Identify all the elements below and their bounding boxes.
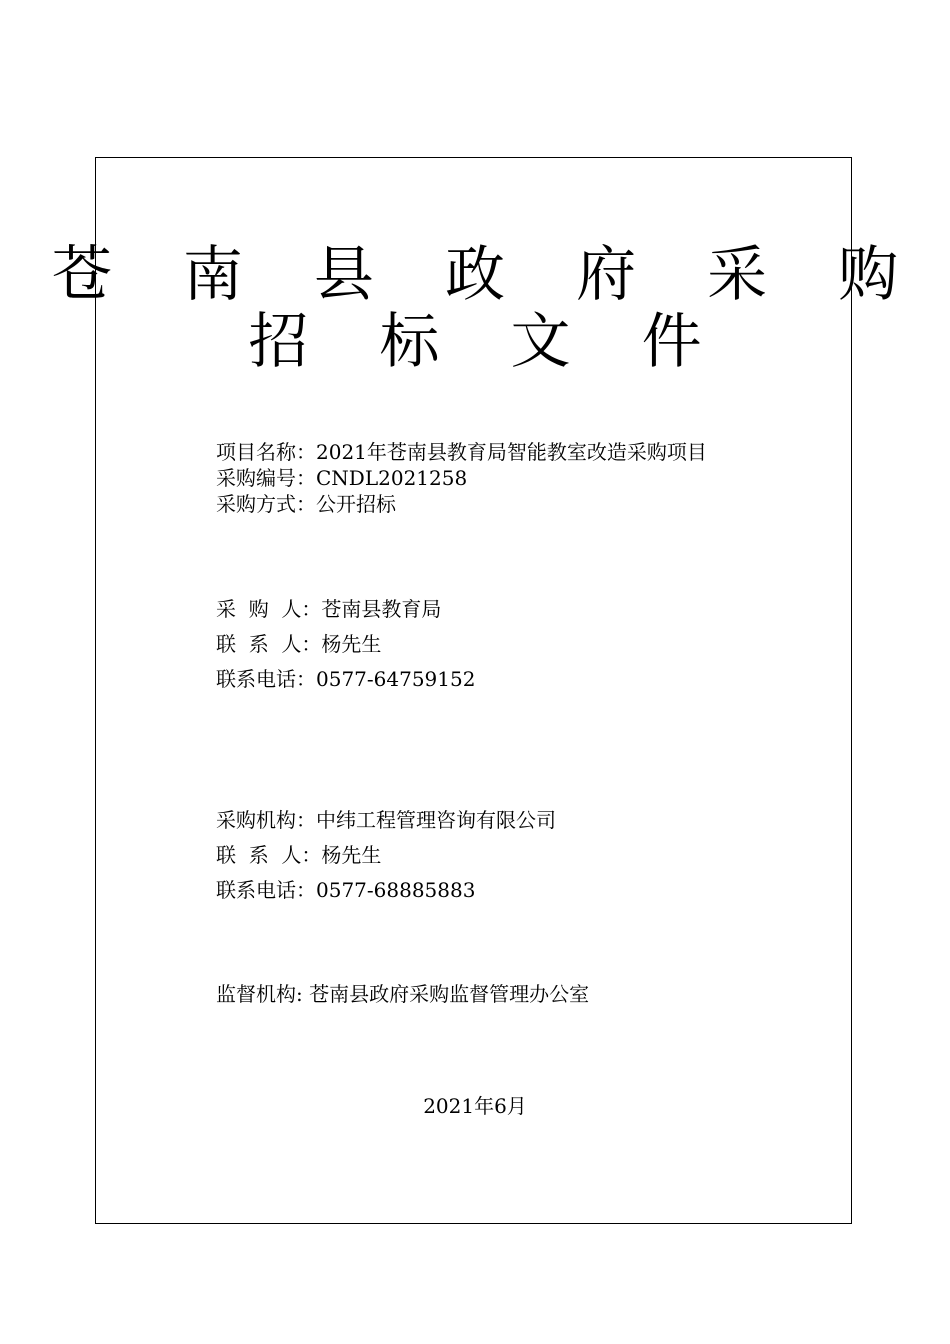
purchaser-info — [216, 592, 475, 697]
purchaser-contact: 联 系 人：杨先生 — [216, 632, 382, 656]
procurement-code: 采购编号：CNDL2021258 — [216, 466, 468, 490]
document-title-line-1: 苍 南 县 政 府 采 购 — [51, 240, 925, 310]
agency-phone: 联系电话：0577-68885883 — [216, 878, 476, 902]
project-info — [216, 439, 707, 517]
issue-date: 2021年6月 — [423, 1094, 527, 1118]
agency-info — [216, 803, 556, 908]
agency-name: 采购机构：中纬工程管理咨询有限公司 — [216, 808, 556, 832]
supervisor-info — [216, 979, 589, 1009]
agency-contact: 联 系 人：杨先生 — [216, 843, 382, 867]
project-name: 项目名称：2021年苍南县教育局智能教室改造采购项目 — [216, 440, 707, 464]
supervisor-name: 监督机构: 苍南县政府采购监督管理办公室 — [216, 982, 590, 1006]
purchaser-name: 采 购 人：苍南县教育局 — [216, 597, 442, 621]
purchaser-phone: 联系电话：0577-64759152 — [216, 667, 476, 691]
procurement-method: 采购方式：公开招标 — [216, 492, 396, 516]
document-title-line-2: 招 标 文 件 — [248, 307, 728, 377]
